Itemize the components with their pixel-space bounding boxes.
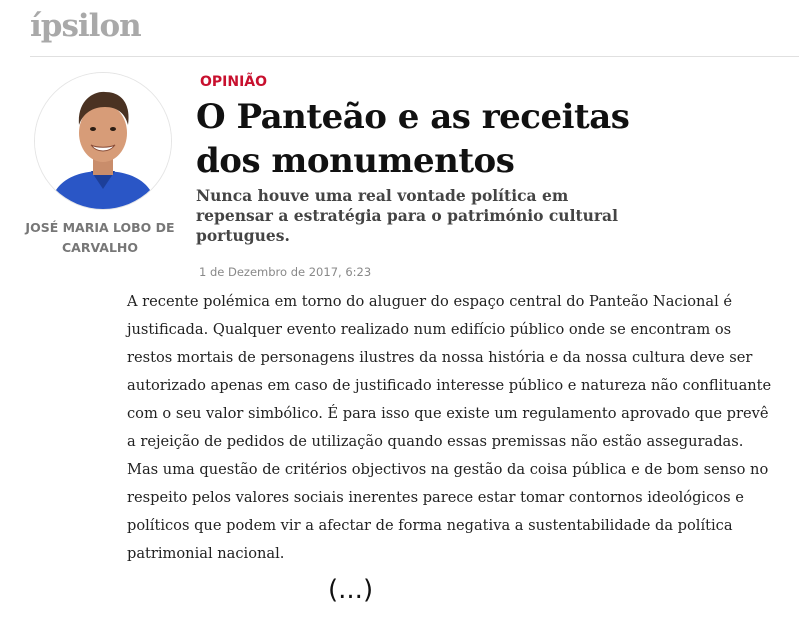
article-subtitle: Nunca houve uma real vontade política em repensar a estratégia para o património cultural portugues. <box>196 186 618 245</box>
author-portrait-icon <box>35 73 171 209</box>
article-title: O Panteão e as receitas dos monumentos <box>196 97 630 181</box>
header-divider <box>30 56 799 57</box>
section-label[interactable]: OPINIÃO <box>200 74 268 90</box>
truncation-ellipsis: (...) <box>328 575 374 605</box>
publish-date: 1 de Dezembro de 2017, 6:23 <box>199 265 372 279</box>
author-name[interactable]: JOSÉ MARIA LOBO DE CARVALHO <box>25 220 175 255</box>
site-logo[interactable]: ípsilon <box>30 8 141 44</box>
author-avatar <box>34 72 172 210</box>
article-body: A recente polémica em torno do aluguer do espaço central do Panteão Nacional é justificada. Qualquer evento realizado num edifício público onde se encontram os restos mortais de personagens ilustres da nossa história e da nossa cultura deve ser autorizado apenas em caso de justificado interesse público e natureza não conflituante com o seu valor simbólico. É para isso que existe um regulamento aprovado que prevê a rejeição de pedidos de utilização quando essas premissas não estão asseguradas. Mas uma questão de critérios objectivos na gestão da coisa pública e de bom senso no respeito pelos valores sociais inerentes parece estar tomar contornos ideológicos e políticos que podem vir a afectar de forma negativa a sustentabilidade da política patrimonial nacional. <box>127 293 772 562</box>
